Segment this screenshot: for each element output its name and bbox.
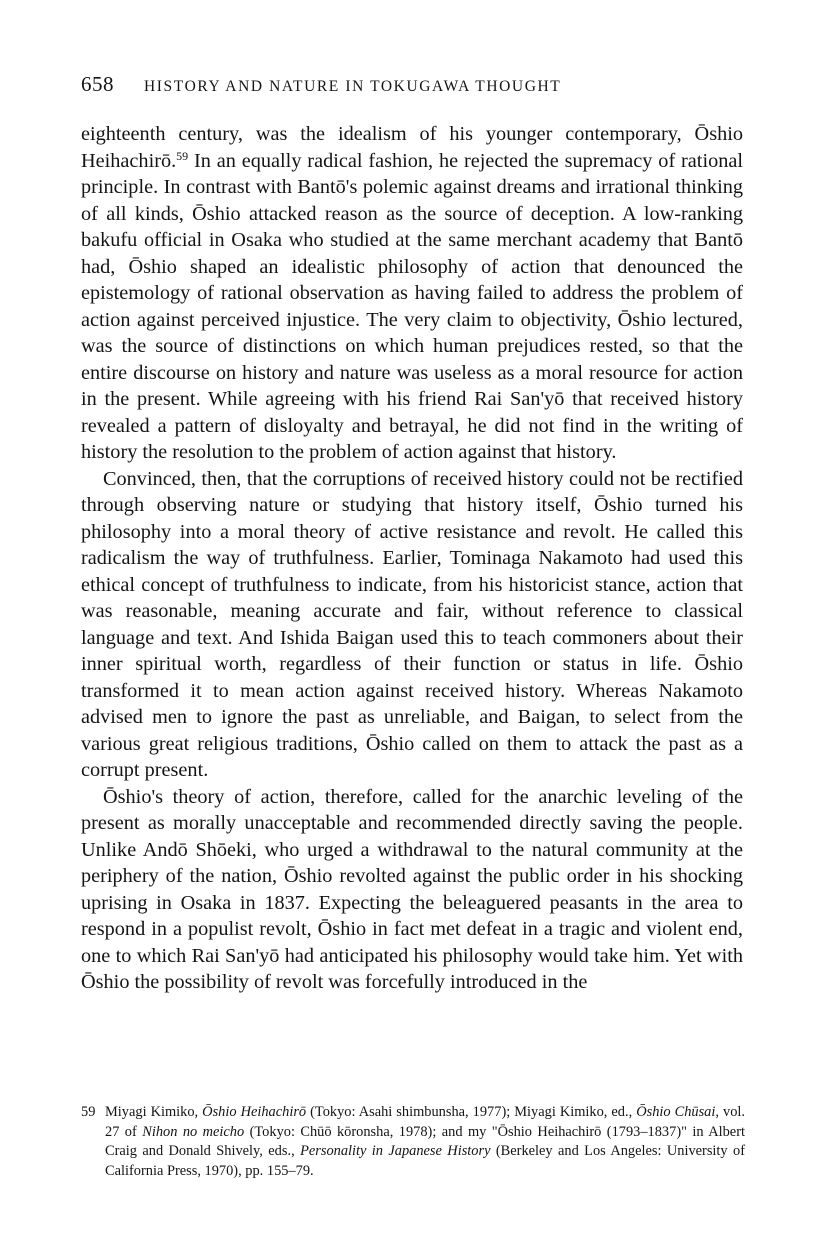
footnote-text-5: (Berkeley and Los Angeles: University of California Press, 1970), pp. 155–79. (105, 1143, 745, 1179)
paragraph-1-text-b: In an equally radical fashion, he rejected the supremacy of rational principle. In contrast with Bantō's polemic against dreams and irrational thinking of all kinds, Ōshio attacked reason as the source of deception. A low-ranking bakufu official in Osaka who studied at the same merchant academy that Bantō had, Ōshio shaped an idealistic philosophy of action that denounced the epistemology of rational observation as having failed to address the problem of action against perceived injustice. The very claim to objectivity, Ōshio lectured, was the source of distinctions on which human prejudices rested, so that the entire discourse on history and nature was useless as a moral resource for action in the present. While agreeing with his friend Rai San'yō that received history revealed a pattern of disloyalty and betrayal, he did not find in the writing of history the resolution to the problem of action against that history. (81, 149, 743, 463)
page-number: 658 (81, 72, 114, 96)
paragraph-3: Ōshio's theory of action, therefore, called for the anarchic leveling of the present as morally unacceptable and recommended directly saving the people. Unlike Andō Shōeki, who urged a withdrawal to the natural community at the periphery of the nation, Ōshio revolted against the public order in his shocking uprising in Osaka in 1837. Expecting the beleaguered peasants in the area to respond in a populist revolt, Ōshio in fact met defeat in a tragic and violent end, one to which Rai San'yō had anticipated his philosophy would take him. Yet with Ōshio the possibility of revolt was forcefully introduced in the (81, 785, 743, 993)
body-text (81, 121, 743, 996)
paragraph-2: Convinced, then, that the corruptions of received history could not be rectified through observing nature or studying that history itself, Ōshio turned his philosophy into a moral theory of active resistance and revolt. He called this radicalism the way of truthfulness. Earlier, Tominaga Nakamoto had used this ethical concept of truthfulness to indicate, from his historicist stance, action that was reasonable, meaning accurate and fair, without reference to classical language and text. And Ishida Baigan used this to teach commoners about their inner spiritual worth, regardless of their function or status in life. Ōshio transformed it to mean action against received history. Whereas Nakamoto advised men to ignore the past as unreliable, and Baigan, to select from the various great religious traditions, Ōshio called on them to attack the past as a corrupt present. (81, 467, 743, 781)
footnote-number: 59 (81, 1104, 96, 1120)
running-title: HISTORY AND NATURE IN TOKUGAWA THOUGHT (144, 78, 562, 95)
footnote-text-2: (Tokyo: Asahi shimbunsha, 1977); Miyagi Kimiko, ed., (306, 1104, 637, 1120)
footnote-text-3: vol. 27 of (105, 1104, 745, 1140)
footnote-title-1: Ōshio Heihachirō (202, 1104, 307, 1120)
page-header (81, 72, 751, 98)
footnote-text-4: (Tokyo: Chūō kōronsha, 1978); and my "Ōshio Heihachirō (1793–1837)" in Albert Craig and Donald Shively, eds., (105, 1123, 745, 1159)
paragraph-1-text-a: eighteenth century, was the idealism of his younger contemporary, Ōshio Heihachirō. (81, 123, 743, 172)
footnote-text-1: Miyagi Kimiko, (105, 1104, 203, 1120)
footnote-title-4: Personality in Japanese History (300, 1143, 491, 1159)
footnote-title-3: Nihon no meicho (142, 1123, 245, 1140)
footnote (81, 1103, 745, 1181)
footnote-reference: 59 (176, 148, 189, 163)
paragraph-1 (81, 121, 743, 466)
footnote-title-2: Ōshio Chūsai, (636, 1104, 719, 1120)
